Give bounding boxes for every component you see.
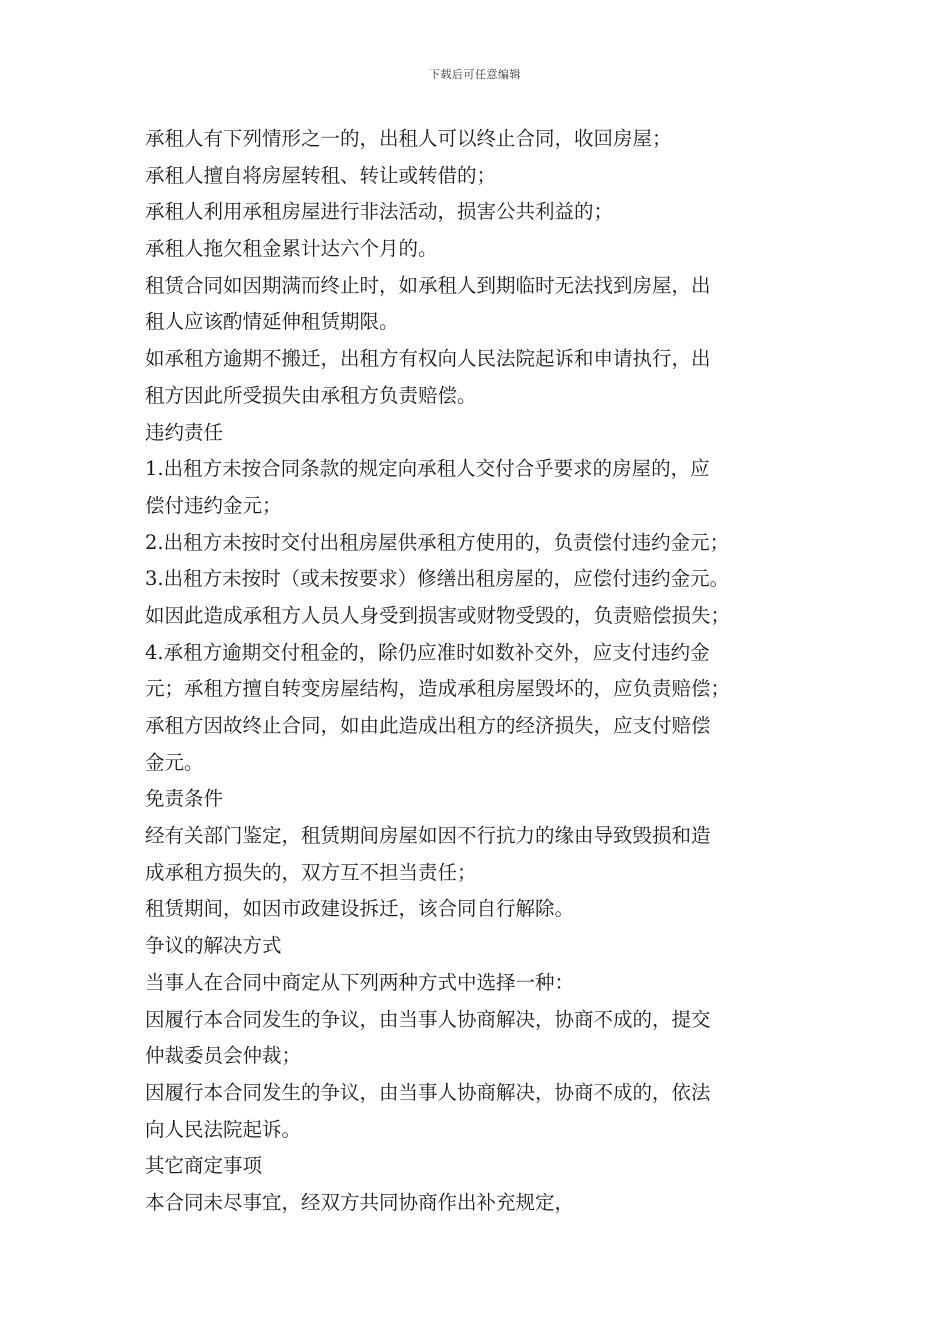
text-line: 承租人有下列情形之一的，出租人可以终止合同，收回房屋； [145, 127, 672, 150]
text-line: 承租方因故终止合同，如由此造成出租方的经济损失，应支付赔偿 [145, 714, 711, 737]
text-line: 1.出租方未按合同条款的规定向承租人交付合乎要求的房屋的，应 [145, 457, 710, 481]
text-line: 4.承租方逾期交付租金的，除仍应准时如数补交外，应支付违约金 [145, 640, 710, 664]
text-line: 本合同未尽事宜，经双方共同协商作出补充规定， [145, 1190, 575, 1214]
text-line: 如因此造成承租方人员人身受到损害或财物受毁的，负责赔偿损失； [145, 603, 731, 627]
text-line: 承租人拖欠租金累计达六个月的。 [145, 237, 438, 261]
text-line: 偿付违约金元； [145, 493, 282, 517]
page-header: 下载后可任意编辑 [429, 68, 521, 81]
text-line: 当事人在合同中商定从下列两种方式中选择一种： [145, 970, 575, 994]
section-heading: 其它商定事项 [145, 1154, 263, 1178]
section-heading: 争议的解决方式 [145, 934, 282, 958]
text-line: 3.出租方未按时（或未按要求）修缮出租房屋的，应偿付违约金元。 [145, 567, 730, 591]
document-body [145, 121, 815, 1222]
text-line: 因履行本合同发生的争议，由当事人协商解决，协商不成的，依法 [145, 1080, 711, 1104]
section-heading: 违约责任 [145, 420, 224, 444]
section-heading: 免责条件 [145, 787, 224, 811]
text-line: 承租人利用承租房屋进行非法活动，损害公共利益的； [145, 200, 614, 224]
text-line: 租方因此所受损失由承租方负责赔偿。 [145, 383, 477, 407]
text-line: 因履行本合同发生的争议，由当事人协商解决，协商不成的，提交 [145, 1007, 711, 1031]
text-line: 元；承租方擅自转变房屋结构，造成承租房屋毁坏的，应负责赔偿； [145, 677, 731, 701]
text-line: 承租人擅自将房屋转租、转让或转借的； [145, 163, 497, 187]
text-line: 仲裁委员会仲裁； [145, 1044, 302, 1068]
text-line: 租赁合同如因期满而终止时，如承租人到期临时无法找到房屋，出 [145, 273, 711, 297]
text-line: 经有关部门鉴定，租赁期间房屋如因不行抗力的缘由导致毁损和造 [145, 824, 711, 848]
text-line: 租赁期间，如因市政建设拆迁，该合同自行解除。 [145, 897, 575, 921]
text-line: 2.出租方未按时交付出租房屋供承租方使用的，负责偿付违约金元； [145, 530, 730, 554]
text-line: 成承租方损失的，双方互不担当责任； [145, 860, 477, 884]
text-line: 金元。 [145, 750, 204, 774]
text-line: 向人民法院起诉。 [145, 1117, 302, 1141]
text-line: 如承租方逾期不搬迁，出租方有权向人民法院起诉和申请执行，出 [145, 347, 711, 371]
text-line: 租人应该酌情延伸租赁期限。 [145, 310, 399, 334]
